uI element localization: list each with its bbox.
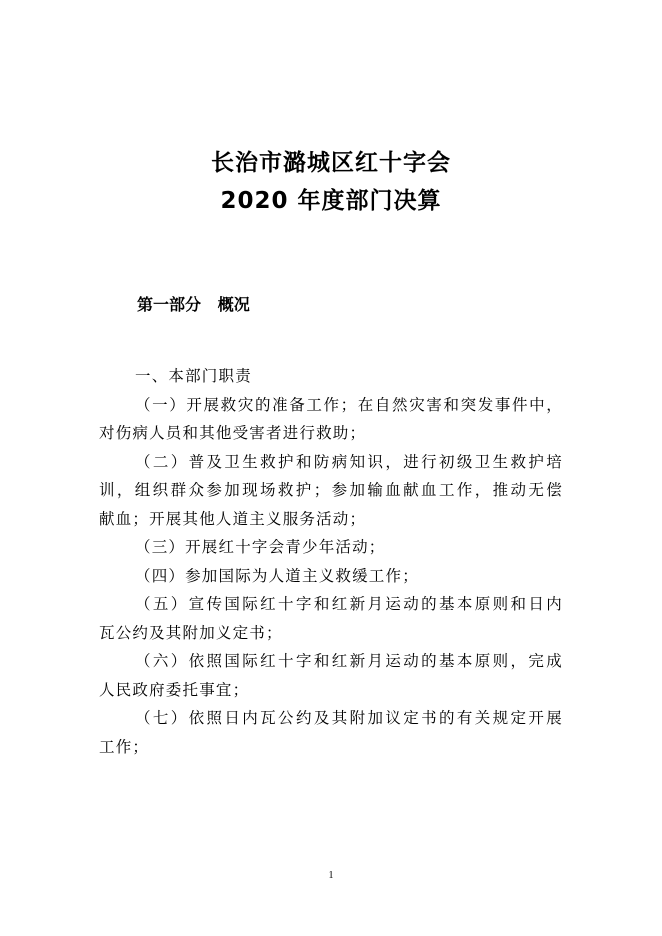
paragraph-line: 瓦公约及其附加义定书； [99,623,283,642]
paragraph-line: （四）参加国际为人道主义救缓工作； [135,566,419,585]
paragraph-line: （三）开展红十字会青少年活动； [135,538,386,556]
paragraph-line: （六）依照国际红十字和红新月运动的基本原则，完成 [135,652,563,670]
document-title-line-1: 长治市潞城区红十字会 [211,150,451,176]
paragraph-line: 对伤病人员和其他受害者进行救助； [99,424,367,442]
page-number: 1 [328,870,334,881]
paragraph-line: 献血；开展其他人道主义服务活动； [99,509,367,528]
paragraph-line: 训，组织群众参加现场救护；参加输血献血工作，推动无偿 [99,481,563,499]
section-heading: 一、本部门职责 [135,367,252,385]
paragraph-line: 人民政府委托事宜； [99,680,250,699]
paragraph-line: （五）宣传国际红十字和红新月运动的基本原则和日内 [135,595,563,613]
paragraph-line: （七）依照日内瓦公约及其附加议定书的有关规定开展 [135,709,563,727]
document-title-line-2: 2020 年度部门决算 [220,188,442,214]
part-heading: 第一部分 概况 [137,295,250,314]
paragraph-line: 工作； [99,737,150,756]
paragraph-line: （一）开展救灾的准备工作；在自然灾害和突发事件中， [135,395,563,414]
section-body [99,362,563,761]
paragraph-line: （二）普及卫生救护和防病知识，进行初级卫生救护培 [135,452,563,471]
